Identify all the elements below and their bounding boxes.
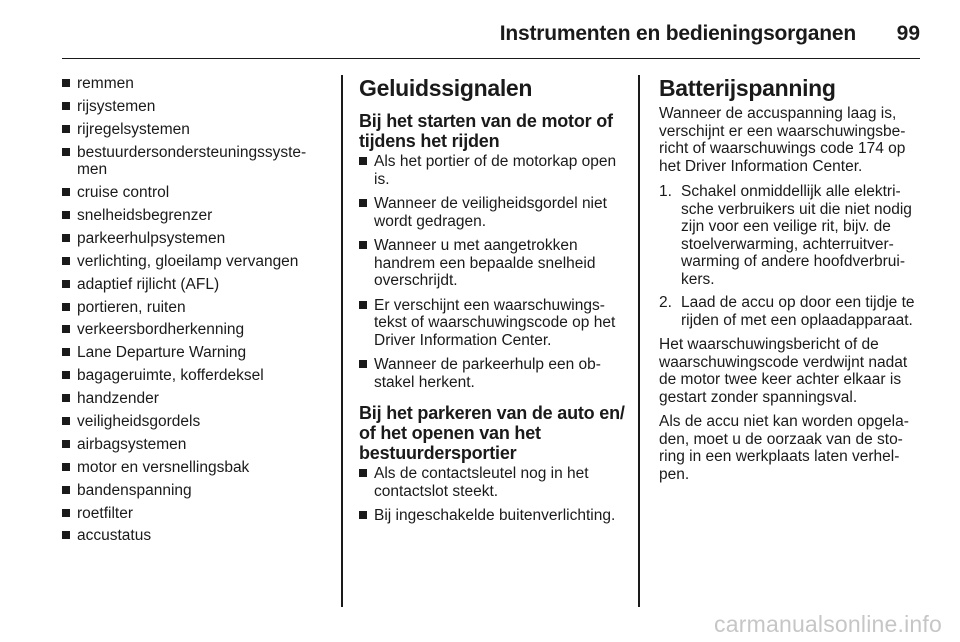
list-item — [62, 527, 322, 545]
list-item-text: parkeerhulpsystemen — [77, 229, 226, 247]
bullet-square-icon — [62, 102, 70, 110]
bullet-square-icon — [62, 325, 70, 333]
paragraph-opladen: Als de accu niet kan worden opgela-den, moet u de oorzaak van de sto-ring in een werkplaats laten verhel-pen. — [659, 413, 909, 483]
list-item-text: Wanneer de veiligheidsgordel niet wordt gedragen. — [374, 195, 607, 230]
list-item — [62, 184, 322, 202]
list-item-text: Als de contactsleutel nog in het contactslot steekt. — [374, 465, 589, 500]
bullet-square-icon — [62, 509, 70, 517]
watermark: carmanualsonline.info — [714, 611, 942, 637]
list-item — [62, 482, 322, 500]
bullet-square-icon — [62, 486, 70, 494]
list-item-text: adaptief rijlicht (AFL) — [77, 275, 220, 293]
bullet-square-icon — [62, 394, 70, 402]
column-divider-1 — [341, 75, 343, 607]
list-item-text: Als het portier of de motorkap open is. — [374, 153, 617, 188]
list-item-text: Er verschijnt een waarschuwings-tekst of waarschuwingscode op het Driver Information Center. — [374, 296, 616, 349]
step-number: 1. — [659, 183, 672, 200]
bullet-square-icon — [62, 303, 70, 311]
list-item-text: rijregelsystemen — [77, 120, 190, 138]
list-item-text: motor en versnellingsbak — [77, 458, 250, 476]
page-header — [62, 14, 920, 59]
list-item — [62, 505, 322, 523]
bullet-square-icon — [62, 257, 70, 265]
list-item-text: Wanneer u met aangetrokken handrem een bepaalde snelheid overschrijdt. — [374, 237, 596, 289]
bullet-square-icon — [359, 199, 367, 207]
steps-list — [659, 183, 923, 329]
bullet-square-icon — [62, 463, 70, 471]
list-item — [359, 237, 625, 290]
subheading-starten-rijden: Bij het starten van de motor of tijdens het rijden — [359, 111, 613, 151]
step-number: 2. — [659, 294, 672, 311]
bullet-square-icon — [62, 348, 70, 356]
bullet-square-icon — [62, 234, 70, 242]
list-item — [62, 344, 322, 362]
list-item-text: handzender — [77, 390, 159, 408]
list-item — [62, 321, 322, 339]
list-item-text: verlichting, gloeilamp vervangen — [77, 252, 299, 270]
list-item — [62, 75, 322, 93]
list-item-text: airbagsystemen — [77, 435, 187, 453]
bullet-square-icon — [62, 371, 70, 379]
bullet-square-icon — [62, 188, 70, 196]
list-item — [62, 98, 322, 116]
step-item — [659, 294, 923, 329]
list-item-text: bandenspanning — [77, 481, 192, 499]
paragraph-waarschuwing: Het waarschuwingsbericht of de waarschuwingscode verdwijnt nadat de motor twee keer achter elkaar is gestart zonder spanningsval. — [659, 336, 908, 406]
list-item — [62, 367, 322, 385]
list-item — [62, 436, 322, 454]
list-item — [62, 276, 322, 294]
list-item — [62, 390, 322, 408]
list-item — [62, 207, 322, 225]
list-item — [359, 195, 625, 230]
paragraph-intro: Wanneer de accuspanning laag is, verschijnt er een waarschuwingsbe-richt of waarschuwings code 174 op het Driver Information Center. — [659, 105, 906, 175]
feature-list — [62, 75, 322, 545]
list-item-text: rijsystemen — [77, 97, 156, 115]
bullet-square-icon — [62, 440, 70, 448]
section-heading-batterijspanning: Batterijspanning — [659, 75, 836, 101]
list-item-text: accustatus — [77, 527, 152, 545]
bullet-square-icon — [359, 511, 367, 519]
bullet-square-icon — [62, 531, 70, 539]
page-title: Instrumenten en bedieningsorganen — [499, 22, 856, 45]
column-right — [659, 75, 923, 490]
list-item — [359, 465, 625, 500]
signal-list-driving — [359, 153, 625, 391]
list-item-text: remmen — [77, 75, 134, 92]
list-item-text: bagageruimte, kofferdeksel — [77, 367, 264, 385]
bullet-square-icon — [62, 148, 70, 156]
list-item-text: bestuurdersondersteuningssyste- men — [77, 143, 307, 179]
page-number: 99 — [896, 22, 920, 45]
bullet-square-icon — [62, 211, 70, 219]
list-item-text: Bij ingeschakelde buitenverlichting. — [374, 507, 616, 524]
bullet-square-icon — [62, 417, 70, 425]
list-item-text: Lane Departure Warning — [77, 344, 247, 362]
list-item-text: portieren, ruiten — [77, 298, 186, 316]
list-item — [62, 144, 322, 179]
bullet-square-icon — [359, 157, 367, 165]
step-text: Laad de accu op door een tijdje te rijden of met een oplaadapparaat. — [681, 294, 915, 329]
step-item — [659, 183, 923, 288]
list-item — [62, 299, 322, 317]
list-item — [62, 121, 322, 139]
list-item-text: verkeersbordherkenning — [77, 321, 245, 339]
list-item — [359, 153, 625, 188]
bullet-square-icon — [359, 301, 367, 309]
bullet-square-icon — [62, 79, 70, 87]
step-text: Schakel onmiddellijk alle elektri-sche verbruikers uit die niet nodig zijn voor een veilige rit, bijv. de stoelverwarming, achterruitver-warming of andere hoofdverbrui-kers. — [681, 183, 912, 288]
subheading-parkeren: Bij het parkeren van de auto en/ of het openen van het bestuurdersportier — [359, 403, 625, 463]
list-item-text: Wanneer de parkeerhulp een ob-stakel herkent. — [374, 356, 601, 391]
column-middle — [359, 75, 625, 537]
list-item — [62, 253, 322, 271]
list-item — [62, 230, 322, 248]
section-heading-geluidssignalen: Geluidssignalen — [359, 75, 533, 101]
list-item — [62, 413, 322, 431]
signal-list-parking — [359, 465, 625, 525]
list-item — [359, 507, 625, 525]
bullet-square-icon — [359, 241, 367, 249]
list-item-text: roetfilter — [77, 504, 133, 522]
column-left — [62, 75, 322, 550]
bullet-square-icon — [62, 280, 70, 288]
list-item — [359, 356, 625, 391]
column-divider-2 — [638, 75, 640, 607]
bullet-square-icon — [62, 125, 70, 133]
list-item — [62, 459, 322, 477]
bullet-square-icon — [359, 469, 367, 477]
list-item — [359, 297, 625, 350]
bullet-square-icon — [359, 360, 367, 368]
list-item-text: veiligheidsgordels — [77, 412, 201, 430]
list-item-text: snelheidsbegrenzer — [77, 206, 213, 224]
list-item-text: cruise control — [77, 184, 170, 202]
